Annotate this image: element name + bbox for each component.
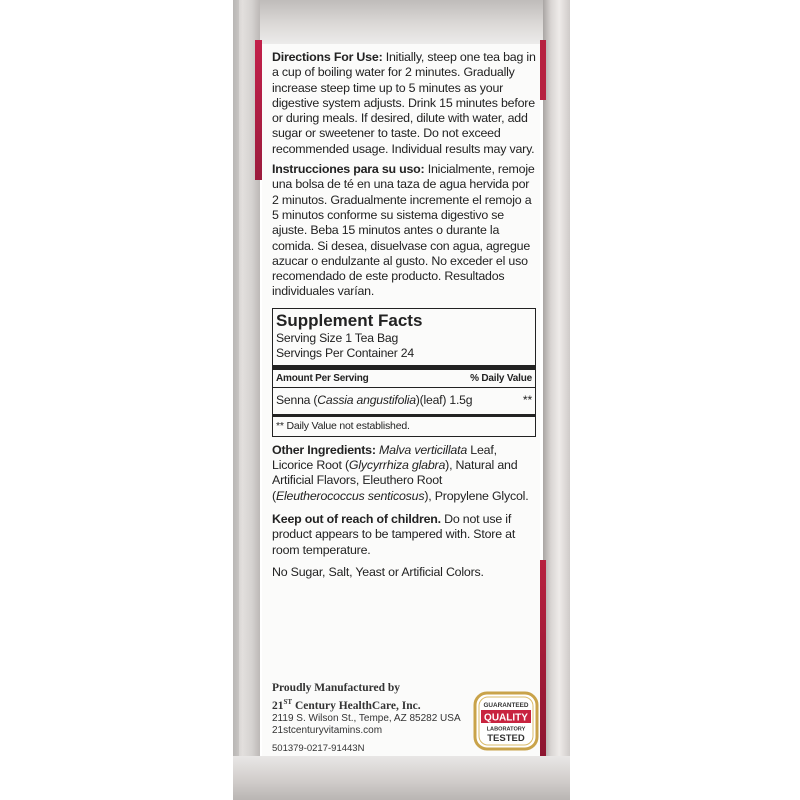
facts-divider-thick <box>273 365 535 370</box>
quality-tested-badge-icon <box>472 690 540 752</box>
facts-divider-thin <box>273 387 535 388</box>
badge-bottom-text: TESTED <box>487 733 525 744</box>
label-content <box>272 50 536 585</box>
manufacturer-name-sup: ST <box>283 698 293 706</box>
ingredient-common-name: Senna ( <box>276 392 318 407</box>
other-ingredients-latin-1: Malva verticillata <box>379 442 468 457</box>
amount-per-serving-label: Amount Per Serving <box>276 372 369 384</box>
other-ingredients-latin-3: Eleutherococcus senticosus <box>275 488 425 503</box>
other-ingredients-text-3: ), Natural and Artificial Flavors, Eleuthero Root ( <box>272 458 518 503</box>
manufacturer-name <box>272 695 472 713</box>
box-red-stripe-right-bottom <box>540 560 546 760</box>
box-bottom-edge <box>233 756 570 800</box>
directions-spanish-heading: Instrucciones para su uso: <box>272 162 425 177</box>
manufacturer-name-prefix: 21 <box>272 699 284 712</box>
supplement-facts-title: Supplement Facts <box>276 310 423 330</box>
box-red-stripe-right-top <box>540 40 546 100</box>
directions-spanish <box>272 162 536 300</box>
ingredient-amount: )(leaf) 1.5g <box>415 392 473 407</box>
ingredient-latin-name: Cassia angustifolia <box>317 392 416 407</box>
daily-value-footnote: ** Daily Value not established. <box>276 419 410 432</box>
directions-english <box>272 50 536 157</box>
badge-sub-text: LABORATORY <box>486 726 526 733</box>
warning-body: Do not use if product appears to be tampered with. Store at room temperature. <box>272 511 516 557</box>
serving-size: Serving Size 1 Tea Bag <box>276 330 399 345</box>
free-from-statement: No Sugar, Salt, Yeast or Artificial Colors. <box>272 564 484 579</box>
manufacturer-intro: Proudly Manufactured by <box>272 682 401 694</box>
box-top-edge <box>233 0 570 44</box>
ingredient-name <box>276 392 472 408</box>
other-ingredients <box>272 443 536 504</box>
ingredient-daily-value: ** <box>522 392 532 407</box>
manufacturer-website: 21stcenturyvitamins.com <box>272 724 383 736</box>
daily-value-label: % Daily Value <box>470 372 532 384</box>
box-right-edge <box>543 0 570 800</box>
other-ingredients-latin-2: Glycyrrhiza glabra <box>348 458 446 473</box>
facts-divider-bottom <box>273 414 535 417</box>
warning-text <box>272 512 536 558</box>
servings-per-container: Servings Per Container 24 <box>276 345 414 360</box>
manufacturer-name-rest: Century HealthCare, Inc. <box>292 699 421 712</box>
manufacturer-address: 2119 S. Wilson St., Tempe, AZ 85282 USA <box>272 712 461 724</box>
badge-top-text: GUARANTEED <box>483 702 529 709</box>
other-ingredients-heading: Other Ingredients: <box>272 442 376 457</box>
facts-header-row <box>276 372 532 385</box>
product-code: 501379-0217-91443N <box>272 742 365 754</box>
facts-ingredient-row <box>276 390 532 410</box>
other-ingredients-text-2: Leaf, Licorice Root ( <box>272 442 497 473</box>
supplement-facts-panel <box>272 308 536 437</box>
directions-spanish-text: Inicialmente, remoje una bolsa de té en una taza de agua hervida por 2 minutos. Gradualmente incremente el remojo a 5 minutos conforme su sistema digestivo se ajuste. Beba 15 minutos antes o durante la comida. Si desea, disuelvase con agua, agregue azucar o endulzante al gusto. No exceder el uso recomendado de este producto. Resultados individuales varían. <box>272 162 535 299</box>
manufacturer-info <box>272 682 472 755</box>
warning-heading: Keep out of reach of children. <box>272 511 441 526</box>
box-red-stripe-left <box>255 40 262 180</box>
directions-english-heading: Directions For Use: <box>272 50 383 64</box>
directions-english-text: Initially, steep one tea bag in a cup of boiling water for 2 minutes. Gradually increase steep time up to 5 minutes as your digestive system adjusts. Drink 15 minutes before or during meals. If desired, dilute with water, add sugar or sweetener to taste. Do not exceed recommended usage. Individual results may vary. <box>272 50 536 156</box>
other-ingredients-text-4: ), Propylene Glycol. <box>424 488 529 503</box>
badge-middle-text: QUALITY <box>484 712 528 724</box>
